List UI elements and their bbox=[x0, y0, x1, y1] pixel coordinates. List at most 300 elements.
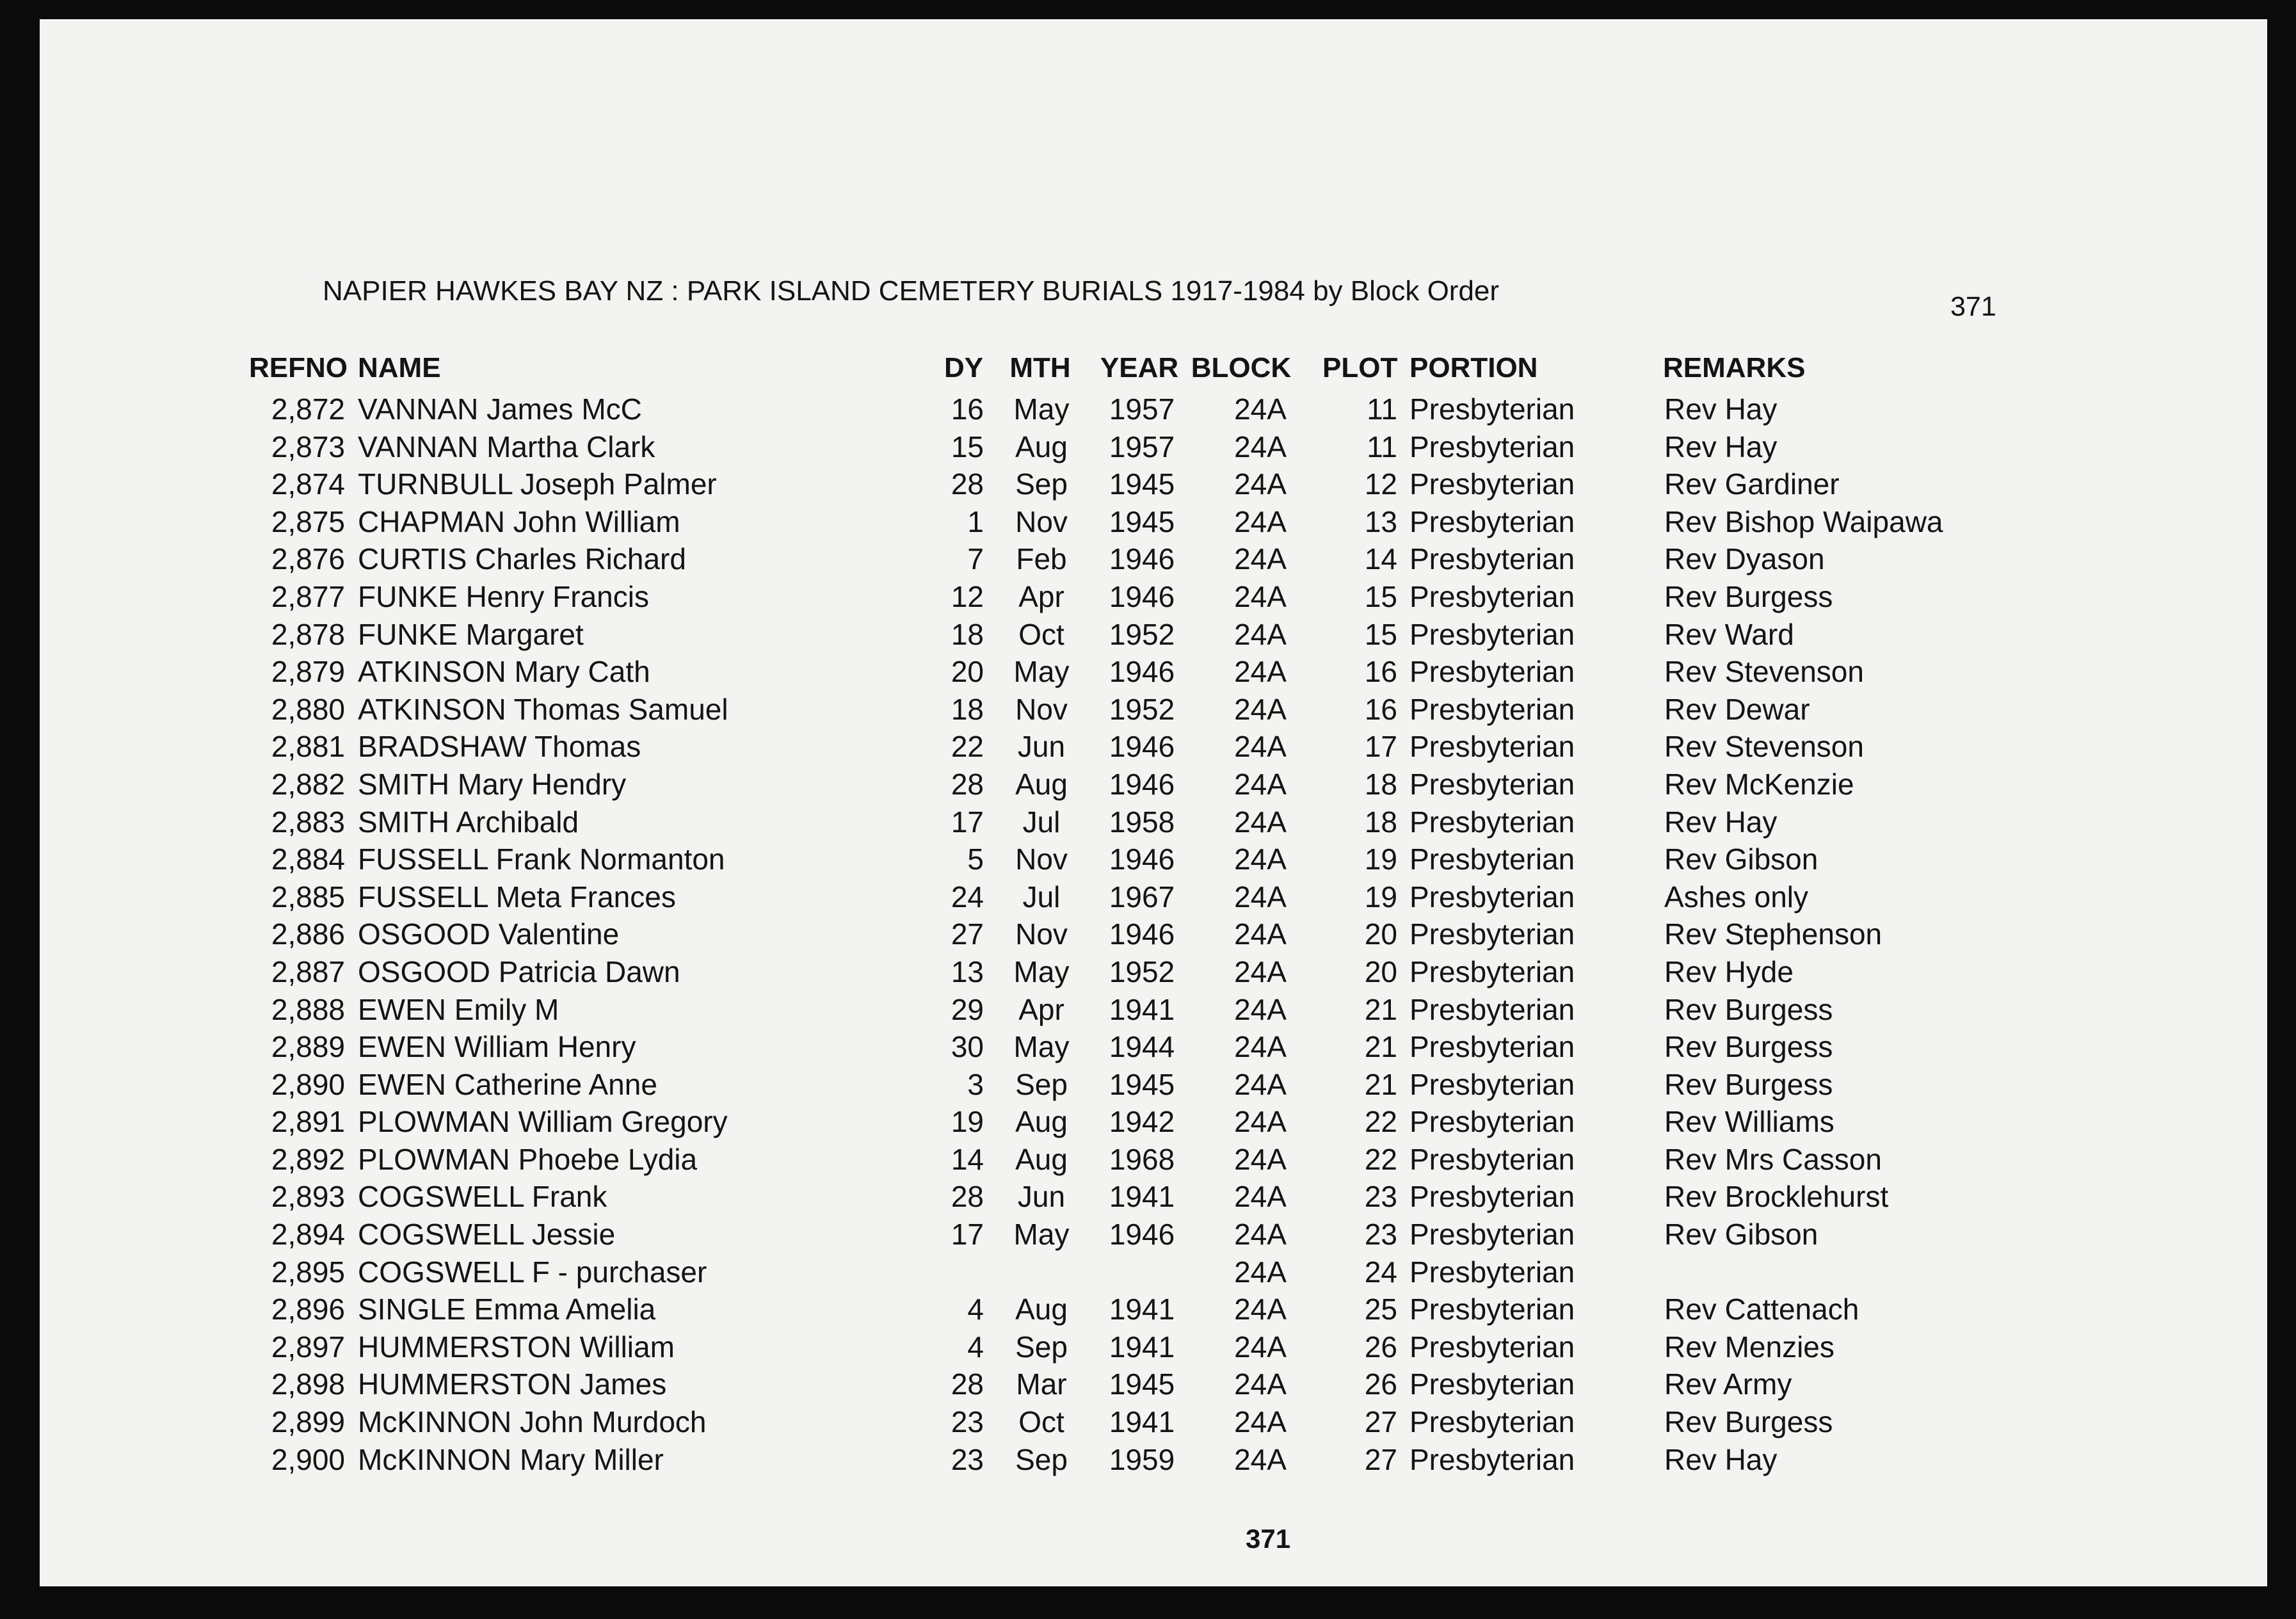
cell-plot: 22 bbox=[1364, 1105, 1397, 1139]
cell-portion: Presbyterian bbox=[1409, 1067, 1575, 1101]
cell-block: 24A bbox=[1234, 1405, 1287, 1439]
cell-dy: 28 bbox=[951, 1180, 984, 1214]
cell-remarks: Rev Bishop Waipawa bbox=[1664, 504, 1943, 538]
cell-refno: 2,889 bbox=[271, 1030, 345, 1064]
cell-refno: 2,896 bbox=[271, 1293, 345, 1326]
cell-block: 24A bbox=[1234, 1255, 1287, 1289]
cell-name: COGSWELL Jessie bbox=[358, 1218, 616, 1252]
cell-year: 1946 bbox=[1109, 655, 1175, 689]
cell-remarks: Rev Stephenson bbox=[1664, 917, 1883, 951]
cell-refno: 2,879 bbox=[271, 655, 345, 689]
table-row bbox=[40, 1179, 2216, 1217]
table-row bbox=[40, 542, 2216, 579]
cell-year: 1945 bbox=[1109, 1367, 1175, 1401]
cell-dy: 16 bbox=[951, 392, 984, 426]
cell-mth: Jul bbox=[1022, 805, 1061, 839]
cell-year: 1941 bbox=[1109, 1180, 1175, 1214]
cell-plot: 16 bbox=[1364, 655, 1397, 689]
cell-dy: 1 bbox=[967, 504, 984, 538]
table-row bbox=[40, 1330, 2216, 1367]
cell-remarks: Rev Burgess bbox=[1664, 1405, 1833, 1439]
cell-plot: 20 bbox=[1364, 917, 1397, 951]
cell-year: 1946 bbox=[1109, 579, 1175, 613]
cell-plot: 16 bbox=[1364, 692, 1397, 726]
cell-plot: 18 bbox=[1364, 767, 1397, 801]
document-page bbox=[40, 19, 2267, 1586]
cell-portion: Presbyterian bbox=[1409, 504, 1575, 538]
cell-block: 24A bbox=[1234, 504, 1287, 538]
cell-portion: Presbyterian bbox=[1409, 880, 1575, 914]
cell-portion: Presbyterian bbox=[1409, 1030, 1575, 1064]
cell-portion: Presbyterian bbox=[1409, 617, 1575, 651]
cell-dy: 3 bbox=[967, 1067, 984, 1101]
cell-dy: 15 bbox=[951, 430, 984, 463]
cell-name: FUNKE Henry Francis bbox=[358, 579, 649, 613]
table-row bbox=[40, 392, 2216, 430]
header-mth: MTH bbox=[1009, 352, 1071, 383]
cell-portion: Presbyterian bbox=[1409, 767, 1575, 801]
table-row bbox=[40, 579, 2216, 617]
cell-year: 1968 bbox=[1109, 1142, 1175, 1176]
cell-refno: 2,877 bbox=[271, 579, 345, 613]
cell-mth: Aug bbox=[1015, 767, 1068, 801]
cell-plot: 20 bbox=[1364, 954, 1397, 988]
cell-portion: Presbyterian bbox=[1409, 1218, 1575, 1252]
cell-mth: Feb bbox=[1016, 542, 1067, 576]
cell-portion: Presbyterian bbox=[1409, 1180, 1575, 1214]
cell-remarks: Rev Stevenson bbox=[1664, 730, 1864, 764]
cell-refno: 2,884 bbox=[271, 842, 345, 876]
cell-block: 24A bbox=[1234, 1105, 1287, 1139]
cell-mth: Apr bbox=[1018, 992, 1064, 1026]
cell-name: HUMMERSTON James bbox=[358, 1367, 667, 1401]
cell-year: 1946 bbox=[1109, 1218, 1175, 1252]
cell-remarks: Rev Hay bbox=[1664, 392, 1778, 426]
cell-portion: Presbyterian bbox=[1409, 1142, 1575, 1176]
cell-plot: 23 bbox=[1364, 1180, 1397, 1214]
cell-block: 24A bbox=[1234, 992, 1287, 1026]
header-plot: PLOT bbox=[1322, 352, 1398, 383]
cell-mth: May bbox=[1013, 1218, 1070, 1252]
cell-mth: May bbox=[1013, 392, 1070, 426]
cell-dy: 7 bbox=[967, 542, 984, 576]
cell-plot: 15 bbox=[1364, 617, 1397, 651]
cell-refno: 2,888 bbox=[271, 992, 345, 1026]
cell-block: 24A bbox=[1234, 805, 1287, 839]
cell-mth: Sep bbox=[1015, 467, 1068, 501]
table-row bbox=[40, 1255, 2216, 1293]
cell-portion: Presbyterian bbox=[1409, 992, 1575, 1026]
cell-dy: 17 bbox=[951, 805, 984, 839]
cell-portion: Presbyterian bbox=[1409, 1293, 1575, 1326]
table-row bbox=[40, 954, 2216, 992]
cell-refno: 2,897 bbox=[271, 1330, 345, 1364]
header-refno: REFNO bbox=[249, 352, 348, 383]
cell-plot: 27 bbox=[1364, 1442, 1397, 1476]
table-row bbox=[40, 467, 2216, 504]
cell-refno: 2,886 bbox=[271, 917, 345, 951]
cell-name: OSGOOD Patricia Dawn bbox=[358, 954, 680, 988]
table-row bbox=[40, 1292, 2216, 1330]
cell-name: PLOWMAN Phoebe Lydia bbox=[358, 1142, 698, 1176]
cell-dy: 20 bbox=[951, 655, 984, 689]
table-row bbox=[40, 992, 2216, 1030]
cell-mth: Aug bbox=[1015, 1105, 1068, 1139]
cell-plot: 23 bbox=[1364, 1218, 1397, 1252]
cell-refno: 2,878 bbox=[271, 617, 345, 651]
cell-refno: 2,899 bbox=[271, 1405, 345, 1439]
cell-remarks: Rev Ward bbox=[1664, 617, 1794, 651]
cell-plot: 11 bbox=[1367, 392, 1397, 426]
cell-mth: May bbox=[1013, 954, 1070, 988]
cell-remarks: Rev Gibson bbox=[1664, 842, 1818, 876]
cell-block: 24A bbox=[1234, 430, 1287, 463]
cell-name: EWEN Emily M bbox=[358, 992, 559, 1026]
cell-mth: Nov bbox=[1015, 917, 1068, 951]
cell-block: 24A bbox=[1234, 1180, 1287, 1214]
cell-mth: Nov bbox=[1015, 504, 1068, 538]
cell-plot: 21 bbox=[1364, 1030, 1397, 1064]
cell-dy: 14 bbox=[951, 1142, 984, 1176]
cell-remarks: Rev Williams bbox=[1664, 1105, 1834, 1139]
table-row bbox=[40, 504, 2216, 542]
cell-refno: 2,872 bbox=[271, 392, 345, 426]
cell-block: 24A bbox=[1234, 880, 1287, 914]
cell-portion: Presbyterian bbox=[1409, 842, 1575, 876]
cell-portion: Presbyterian bbox=[1409, 1330, 1575, 1364]
cell-year: 1941 bbox=[1109, 1330, 1175, 1364]
cell-portion: Presbyterian bbox=[1409, 467, 1575, 501]
cell-remarks: Rev Cattenach bbox=[1664, 1293, 1859, 1326]
cell-year: 1941 bbox=[1109, 1293, 1175, 1326]
cell-name: COGSWELL F - purchaser bbox=[358, 1255, 707, 1289]
cell-dy: 23 bbox=[951, 1442, 984, 1476]
cell-name: TURNBULL Joseph Palmer bbox=[358, 467, 717, 501]
cell-name: CURTIS Charles Richard bbox=[358, 542, 686, 576]
table-row bbox=[40, 1367, 2216, 1405]
table-row bbox=[40, 1442, 2216, 1480]
table-row bbox=[40, 880, 2216, 917]
cell-remarks: Rev Hay bbox=[1664, 430, 1778, 463]
table-row bbox=[40, 1405, 2216, 1442]
table-header bbox=[40, 352, 2216, 392]
cell-year: 1959 bbox=[1109, 1442, 1175, 1476]
cell-dy: 18 bbox=[951, 692, 984, 726]
table-row bbox=[40, 917, 2216, 954]
table-row bbox=[40, 1029, 2216, 1067]
cell-dy: 17 bbox=[951, 1218, 984, 1252]
cell-remarks: Rev Burgess bbox=[1664, 1030, 1833, 1064]
cell-mth: Oct bbox=[1018, 1405, 1064, 1439]
cell-dy: 5 bbox=[967, 842, 984, 876]
cell-mth: Oct bbox=[1018, 617, 1064, 651]
cell-portion: Presbyterian bbox=[1409, 805, 1575, 839]
cell-name: FUSSELL Frank Normanton bbox=[358, 842, 725, 876]
cell-remarks: Rev Stevenson bbox=[1664, 655, 1864, 689]
cell-name: COGSWELL Frank bbox=[358, 1180, 607, 1214]
table-row bbox=[40, 805, 2216, 842]
cell-dy: 27 bbox=[951, 917, 984, 951]
cell-remarks: Rev Burgess bbox=[1664, 579, 1833, 613]
table-row bbox=[40, 1104, 2216, 1142]
cell-dy: 30 bbox=[951, 1030, 984, 1064]
cell-refno: 2,895 bbox=[271, 1255, 345, 1289]
cell-name: EWEN Catherine Anne bbox=[358, 1067, 657, 1101]
cell-remarks: Rev Mrs Casson bbox=[1664, 1142, 1882, 1176]
cell-block: 24A bbox=[1234, 954, 1287, 988]
cell-refno: 2,891 bbox=[271, 1105, 345, 1139]
cell-refno: 2,873 bbox=[271, 430, 345, 463]
cell-plot: 22 bbox=[1364, 1142, 1397, 1176]
cell-plot: 21 bbox=[1364, 992, 1397, 1026]
cell-remarks: Rev Burgess bbox=[1664, 992, 1833, 1026]
cell-name: VANNAN James McC bbox=[358, 392, 642, 426]
cell-mth: May bbox=[1013, 1030, 1070, 1064]
cell-name: SINGLE Emma Amelia bbox=[358, 1293, 656, 1326]
cell-mth: Nov bbox=[1015, 842, 1068, 876]
cell-year: 1958 bbox=[1109, 805, 1175, 839]
table-row bbox=[40, 1217, 2216, 1255]
cell-plot: 26 bbox=[1364, 1367, 1397, 1401]
cell-portion: Presbyterian bbox=[1409, 1255, 1575, 1289]
cell-name: VANNAN Martha Clark bbox=[358, 430, 655, 463]
cell-dy: 19 bbox=[951, 1105, 984, 1139]
table-row bbox=[40, 654, 2216, 692]
table-row bbox=[40, 430, 2216, 467]
cell-year: 1942 bbox=[1109, 1105, 1175, 1139]
cell-portion: Presbyterian bbox=[1409, 954, 1575, 988]
cell-refno: 2,874 bbox=[271, 467, 345, 501]
cell-plot: 26 bbox=[1364, 1330, 1397, 1364]
header-dy: DY bbox=[944, 352, 984, 383]
cell-mth: Sep bbox=[1015, 1442, 1068, 1476]
cell-refno: 2,875 bbox=[271, 504, 345, 538]
cell-year: 1952 bbox=[1109, 692, 1175, 726]
cell-name: SMITH Mary Hendry bbox=[358, 767, 627, 801]
cell-year: 1952 bbox=[1109, 954, 1175, 988]
cell-name: McKINNON John Murdoch bbox=[358, 1405, 707, 1439]
cell-block: 24A bbox=[1234, 730, 1287, 764]
table-row bbox=[40, 692, 2216, 730]
cell-refno: 2,883 bbox=[271, 805, 345, 839]
cell-name: SMITH Archibald bbox=[358, 805, 579, 839]
cell-year: 1941 bbox=[1109, 992, 1175, 1026]
cell-remarks: Rev Brocklehurst bbox=[1664, 1180, 1889, 1214]
cell-mth: Jun bbox=[1017, 730, 1066, 764]
cell-dy: 4 bbox=[967, 1293, 984, 1326]
cell-year: 1957 bbox=[1109, 430, 1175, 463]
cell-refno: 2,892 bbox=[271, 1142, 345, 1176]
cell-block: 24A bbox=[1234, 1367, 1287, 1401]
cell-dy: 4 bbox=[967, 1330, 984, 1364]
cell-mth: Mar bbox=[1016, 1367, 1067, 1401]
cell-remarks: Rev Dewar bbox=[1664, 692, 1810, 726]
cell-dy: 23 bbox=[951, 1405, 984, 1439]
cell-refno: 2,894 bbox=[271, 1218, 345, 1252]
table-row bbox=[40, 617, 2216, 655]
cell-year: 1946 bbox=[1109, 767, 1175, 801]
cell-block: 24A bbox=[1234, 1293, 1287, 1326]
header-portion: PORTION bbox=[1409, 352, 1538, 383]
cell-year: 1945 bbox=[1109, 1067, 1175, 1101]
header-name: NAME bbox=[358, 352, 441, 383]
cell-name: HUMMERSTON William bbox=[358, 1330, 675, 1364]
cell-dy: 18 bbox=[951, 617, 984, 651]
cell-plot: 14 bbox=[1364, 542, 1397, 576]
cell-year: 1945 bbox=[1109, 504, 1175, 538]
cell-plot: 19 bbox=[1364, 842, 1397, 876]
table-row bbox=[40, 729, 2216, 767]
cell-dy: 22 bbox=[951, 730, 984, 764]
cell-refno: 2,890 bbox=[271, 1067, 345, 1101]
cell-year: 1952 bbox=[1109, 617, 1175, 651]
cell-dy: 28 bbox=[951, 1367, 984, 1401]
burials-table bbox=[40, 352, 2216, 1479]
cell-block: 24A bbox=[1234, 1142, 1287, 1176]
cell-mth: Jun bbox=[1017, 1180, 1066, 1214]
page-number-top: 371 bbox=[1950, 291, 1996, 322]
cell-year: 1946 bbox=[1109, 730, 1175, 764]
cell-name: FUNKE Margaret bbox=[358, 617, 584, 651]
cell-mth: Sep bbox=[1015, 1067, 1068, 1101]
cell-mth: Aug bbox=[1015, 1142, 1068, 1176]
cell-refno: 2,887 bbox=[271, 954, 345, 988]
cell-block: 24A bbox=[1234, 1067, 1287, 1101]
cell-plot: 25 bbox=[1364, 1293, 1397, 1326]
cell-plot: 18 bbox=[1364, 805, 1397, 839]
cell-year: 1946 bbox=[1109, 842, 1175, 876]
cell-block: 24A bbox=[1234, 692, 1287, 726]
cell-remarks: Rev Burgess bbox=[1664, 1067, 1833, 1101]
cell-mth: Nov bbox=[1015, 692, 1068, 726]
cell-remarks: Rev Hyde bbox=[1664, 954, 1794, 988]
cell-block: 24A bbox=[1234, 655, 1287, 689]
cell-remarks: Ashes only bbox=[1664, 880, 1809, 914]
cell-remarks: Rev Hay bbox=[1664, 1442, 1778, 1476]
cell-block: 24A bbox=[1234, 1218, 1287, 1252]
cell-name: ATKINSON Thomas Samuel bbox=[358, 692, 728, 726]
cell-name: EWEN William Henry bbox=[358, 1030, 636, 1064]
cell-name: PLOWMAN William Gregory bbox=[358, 1105, 728, 1139]
cell-plot: 19 bbox=[1364, 880, 1397, 914]
cell-mth: Apr bbox=[1018, 579, 1064, 613]
cell-portion: Presbyterian bbox=[1409, 430, 1575, 463]
cell-name: BRADSHAW Thomas bbox=[358, 730, 641, 764]
cell-dy: 28 bbox=[951, 467, 984, 501]
cell-block: 24A bbox=[1234, 392, 1287, 426]
header-block: BLOCK bbox=[1191, 352, 1292, 383]
table-body bbox=[40, 392, 2216, 1479]
cell-mth: Jul bbox=[1022, 880, 1061, 914]
cell-plot: 27 bbox=[1364, 1405, 1397, 1439]
cell-name: ATKINSON Mary Cath bbox=[358, 655, 650, 689]
cell-year: 1957 bbox=[1109, 392, 1175, 426]
cell-plot: 11 bbox=[1367, 430, 1397, 463]
header-remarks: REMARKS bbox=[1663, 352, 1806, 383]
cell-portion: Presbyterian bbox=[1409, 542, 1575, 576]
cell-block: 24A bbox=[1234, 617, 1287, 651]
cell-block: 24A bbox=[1234, 1330, 1287, 1364]
cell-year: 1946 bbox=[1109, 917, 1175, 951]
cell-refno: 2,893 bbox=[271, 1180, 345, 1214]
cell-year: 1967 bbox=[1109, 880, 1175, 914]
cell-block: 24A bbox=[1234, 1442, 1287, 1476]
cell-dy: 29 bbox=[951, 992, 984, 1026]
cell-refno: 2,900 bbox=[271, 1442, 345, 1476]
cell-plot: 12 bbox=[1364, 467, 1397, 501]
cell-year: 1945 bbox=[1109, 467, 1175, 501]
cell-plot: 21 bbox=[1364, 1067, 1397, 1101]
cell-year: 1946 bbox=[1109, 542, 1175, 576]
cell-name: FUSSELL Meta Frances bbox=[358, 880, 676, 914]
cell-plot: 13 bbox=[1364, 504, 1397, 538]
cell-remarks: Rev Hay bbox=[1664, 805, 1778, 839]
header-year: YEAR bbox=[1100, 352, 1179, 383]
cell-portion: Presbyterian bbox=[1409, 655, 1575, 689]
cell-mth: Sep bbox=[1015, 1330, 1068, 1364]
cell-name: CHAPMAN John William bbox=[358, 504, 680, 538]
cell-block: 24A bbox=[1234, 917, 1287, 951]
cell-refno: 2,876 bbox=[271, 542, 345, 576]
cell-refno: 2,882 bbox=[271, 767, 345, 801]
cell-portion: Presbyterian bbox=[1409, 692, 1575, 726]
cell-dy: 13 bbox=[951, 954, 984, 988]
cell-plot: 15 bbox=[1364, 579, 1397, 613]
cell-refno: 2,880 bbox=[271, 692, 345, 726]
table-row bbox=[40, 1067, 2216, 1105]
cell-refno: 2,881 bbox=[271, 730, 345, 764]
cell-portion: Presbyterian bbox=[1409, 917, 1575, 951]
cell-remarks: Rev Gardiner bbox=[1664, 467, 1840, 501]
cell-year: 1941 bbox=[1109, 1405, 1175, 1439]
cell-block: 24A bbox=[1234, 1030, 1287, 1064]
table-row bbox=[40, 842, 2216, 880]
cell-refno: 2,898 bbox=[271, 1367, 345, 1401]
cell-mth: Aug bbox=[1015, 430, 1068, 463]
cell-remarks: Rev Gibson bbox=[1664, 1218, 1818, 1252]
table-row bbox=[40, 1142, 2216, 1180]
cell-refno: 2,885 bbox=[271, 880, 345, 914]
cell-mth: Aug bbox=[1015, 1293, 1068, 1326]
cell-plot: 17 bbox=[1364, 730, 1397, 764]
cell-portion: Presbyterian bbox=[1409, 1442, 1575, 1476]
cell-mth: May bbox=[1013, 655, 1070, 689]
cell-portion: Presbyterian bbox=[1409, 579, 1575, 613]
page-number-bottom: 371 bbox=[1246, 1524, 1291, 1554]
cell-year: 1944 bbox=[1109, 1030, 1175, 1064]
cell-portion: Presbyterian bbox=[1409, 392, 1575, 426]
cell-name: McKINNON Mary Miller bbox=[358, 1442, 664, 1476]
cell-portion: Presbyterian bbox=[1409, 730, 1575, 764]
cell-plot: 24 bbox=[1364, 1255, 1397, 1289]
cell-remarks: Rev Dyason bbox=[1664, 542, 1825, 576]
cell-block: 24A bbox=[1234, 842, 1287, 876]
cell-portion: Presbyterian bbox=[1409, 1367, 1575, 1401]
cell-block: 24A bbox=[1234, 579, 1287, 613]
cell-remarks: Rev Army bbox=[1664, 1367, 1792, 1401]
cell-portion: Presbyterian bbox=[1409, 1405, 1575, 1439]
cell-remarks: Rev McKenzie bbox=[1664, 767, 1854, 801]
table-row bbox=[40, 767, 2216, 805]
cell-remarks: Rev Menzies bbox=[1664, 1330, 1834, 1364]
cell-dy: 28 bbox=[951, 767, 984, 801]
cell-portion: Presbyterian bbox=[1409, 1105, 1575, 1139]
cell-block: 24A bbox=[1234, 542, 1287, 576]
cell-block: 24A bbox=[1234, 467, 1287, 501]
cell-dy: 24 bbox=[951, 880, 984, 914]
page-title: NAPIER HAWKES BAY NZ : PARK ISLAND CEMETERY BURIALS 1917-1984 by Block Order bbox=[323, 275, 1500, 307]
cell-dy: 12 bbox=[951, 579, 984, 613]
